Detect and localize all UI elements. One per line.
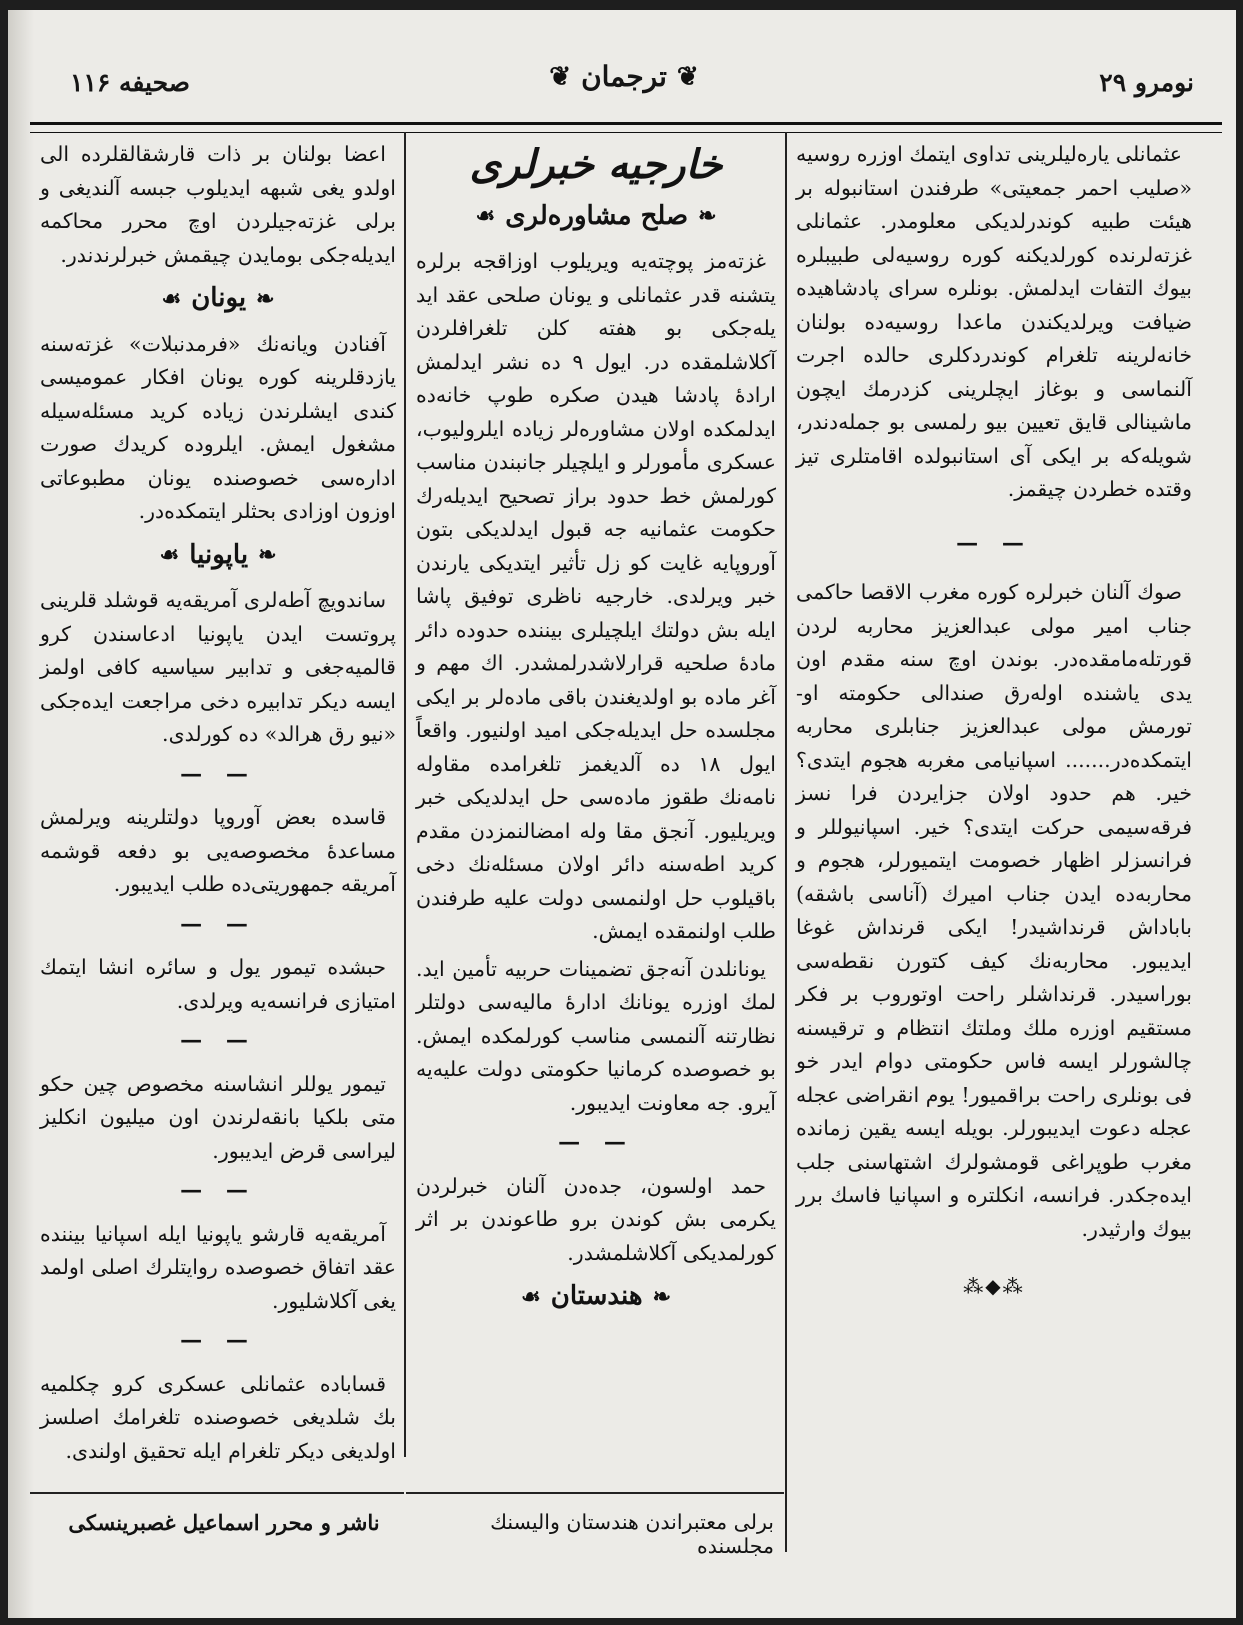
ornament-icon: ❧ xyxy=(256,285,275,312)
separator: — — xyxy=(558,1129,634,1155)
column-divider-right xyxy=(785,132,787,1552)
section-title-peace-talks: ❧ صلح مشاوره‌لری ☙ xyxy=(475,200,717,231)
separator: — — xyxy=(180,1327,256,1353)
column-divider-left xyxy=(404,132,406,1457)
article-greece: آفنادن ویانه‌نك «فرمدنبلات» غزته‌سنه یازدقلرینه کوره یونان افکار عمومیسی کندی ایشلرندن زیاده کرید مسئله‌سیله مشغول ایمش. ایلروده کریدك صورت اداره‌سی خصوصنده یونان مطبوعاتی اوزون اوزادی بحثلر ایتمکده‌در. xyxy=(40,331,396,523)
ornament-icon: ☙ xyxy=(161,285,182,312)
article-thessaly-troops: قساباده عثمانلی عسکری کرو چکلمیه بك شلدیغی خصوصنده تلغرامك اصلسز اولدیغی دیکر تلغرام ایله تحقیق اولندی. xyxy=(40,1371,396,1463)
separator: — — xyxy=(180,760,256,787)
ornament-icon: ☙ xyxy=(520,1283,541,1310)
article-jeddah-plague: حمد اولسون، جده‌دن آلنان خبرلردن یکرمی بش کوندن برو طاعوندن بر اثر کورلمدیکی آکلاشلمشدر. xyxy=(416,1173,776,1265)
separator: — — xyxy=(180,910,256,937)
section-main-title: خارجیه خبرلری xyxy=(469,141,723,188)
page-header xyxy=(36,58,1212,118)
article-greek-finance: یونانلدن آنه‌جق تضمینات حربیه تأمین اید. لمك اوزره یونانك ادارهٔ مالیه‌سی دولتلر نظارتنه آلنمسی مناسب کورلمکده ایمش. بو خصوصده کرمانیا حکومتی دولت علیه‌یه آیرو. جه معاونت ایدیبور. xyxy=(416,956,776,1115)
article-india: برلی معتبراندن هندستان والیسنك مجلسنده xyxy=(490,1510,774,1558)
publisher-line: ناشر و محرر اسماعیل غصبرینسکی xyxy=(68,1510,380,1535)
right-ornament-icon: ❦ xyxy=(676,61,699,92)
section-title-greece: ❧ یونان ☙ xyxy=(161,283,275,313)
footer-rule-middle xyxy=(406,1492,784,1494)
article-intro: اعضا بولنان بر ذات قارشقالقلرده الی اولدو یغی شبهه ایدیلوب جبسه آلندیغی و برلی غزته‌جیلردن اوچ محرر محاکمه ایدیله‌جکی بومایدن چیقمش خبرلرندندر. xyxy=(40,142,396,267)
section-title-japan: ❧ یاپونیا ☙ xyxy=(159,539,277,570)
article-morocco: صوك آلنان خبرلره کوره مغرب الاقصا حاکمی جناب امیر مولی عبدالعزیز محاربه لردن قورتله‌مامقده‌در. بوندن اوچ سنه مقدم اون یدی یاشنده اوله‌رق صندالی حکومته او- تورمش مولی عبدالعزیز جنابلری محاربه ایتمکده‌در....... اسپانیامی مغربه هجوم ایتدی؟ خیر. هم حدود اولان جزایردن فرا نسز فرقه‌سیمی حرکت ایتدی؟ خیر. اسپانیوللر و فرانسزلر اظهار خصومت ایتمیورلر، هجوم و محاربه‌ده ایدن جناب امیرك (آناسی باشقه) باباداش قرنداشیدر! ایکی قرنداش غوغا ایدیبور. محاربه‌نك کیف کتورن نقطه‌سی بوراسیدر. قرنداشلر راحت اوتوروب بر فکر مستقیم اوزره ملك وملتك انتظام و ترقیسنه چالشورلر ایسه فاس حکومتی دوام ایدر خو فی بونلری راحت براقمیور! یوم انقراضی عجله عجله دعوت ایدیبورلر. بویله ایسه یقین زمانده مغرب طوپراغی قومشولرك اشتهاسنی جلب ایده‌جکدر. فرانسه، انکلتره و اسپانیا فاسك برر بیوك وارثیدر. xyxy=(796,580,1192,1241)
masthead xyxy=(549,60,698,93)
article-abyssinia-railway: حبشده تیمور یول و سائره انشا ایتمك امتیازی فرانسه‌یه ویرلدی. xyxy=(40,955,396,1013)
newspaper-page xyxy=(8,10,1236,1618)
ornament-icon: ❧ xyxy=(258,542,277,569)
left-column xyxy=(40,138,396,1472)
separator: — — xyxy=(180,1177,256,1203)
end-ornament-icon: ⁂◆⁂ xyxy=(963,1274,1025,1298)
article-peace-talks: غزته‌مز پوچته‌یه ویریلوب اوزاقجه برلره یتشنه قدر عثمانلی و یونان صلحی عقد اید یله‌جکی بو هفته کلن تلغرافلردن آکلاشلمقده در. ایول ۹ ده نشر ایدلمش ارادهٔ پادشا هیدن صکره طوپ خانه‌ده ایدلمکده اولان مشاوره‌لر زیاده ایلرولیوب، عسکری مأمورلر و ایلچیلر جانبندن مناسب کورلمش خط حدود براز تصحیح ایدیله‌رك حکومت عثمانیه جه قبول ایدلدیکی بتون آوروپایه غایت کو زل تأثیر ایتدیکی یارندن خبر ویرلدی. خارجیه ناظری توفیق پاشا ایله بش دولتك ایلچیلری بیننده حدوده دائر مادهٔ صلحیه قرارلاشدرلمشدر. اك مهم و آغر ماده بو اولدیغندن باقی ماده‌لر بر ایکی مجلسده حل ایدیله‌جکی امید اولنیور. واقعاً ایول ۱۸ ده آلدیغمز تلغرامده مقاوله نامه‌نك طقوز ماده‌سی حل ایدلدیکی خبر ویریلیور. آنجق مقا وله امضالنمزدن مقدم کرید اطه‌سنه دائر اولان مسئله‌نك دخی باقیلوب حل اولنمسی دولت علیه طرفندن طلب اولنمقده ایمش. xyxy=(416,249,776,943)
left-ornament-icon: ❦ xyxy=(549,61,572,92)
separator: — — xyxy=(180,1027,256,1053)
article-morocco-america: قاسده بعض آوروپا دولتلرینه ویرلمش مساعدهٔ مخصوصه‌یی بو دفعه قوشمه آمریقه جمهوریتی‌ده طلب ایدیبور. xyxy=(40,805,396,896)
article-japan-spain: آمریقه‌یه قارشو یاپونیا ایله اسپانیا بیننده عقد اتفاق خصوصده روایتلرك اصلی اولمد یغی آکلاشلیور. xyxy=(40,1221,396,1313)
header-rule xyxy=(30,122,1222,133)
issue-number-label: نومرو ۲۹ xyxy=(1099,68,1194,97)
article-japan: ساندویچ آطه‌لری آمریقه‌یه قوشلد قلرینی پروتست ایدن یاپونیا ادعاسندن کرو قالمیه‌جغی و تدابیر سیاسیه کافی اولمز ایسه دیکر تدابیره دخی مراجعت ایده‌جکی «نیو رق هرالد» ده کورلدی. xyxy=(40,588,396,746)
ornament-icon: ☙ xyxy=(159,542,180,569)
newspaper-title: ترجمان xyxy=(581,60,667,93)
separator: — — xyxy=(956,529,1032,556)
section-title-india: ❧ هندستان ☙ xyxy=(520,1281,672,1311)
middle-column xyxy=(416,138,776,1326)
ornament-icon: ❧ xyxy=(652,1283,672,1310)
page-number-label: صحیفه ۱۱۶ xyxy=(70,68,190,97)
article-china-loan: تیمور یوللر انشاسنه مخصوص چین حکو متی بلکیا بانقه‌لرندن اون میلیون انکلیز لیراسی قرض ایدیبور. xyxy=(40,1071,396,1163)
ornament-icon: ☙ xyxy=(475,203,496,230)
right-column xyxy=(796,138,1192,1304)
ornament-icon: ❧ xyxy=(698,203,717,230)
article-russian-doctors: عثمانلی یاره‌لیلرینی تداوی ایتمك اوزره روسیه «صلیب احمر جمعیتی» طرفندن استانبوله بر هیئت طبیه کوندرلدیکی معلومدر. عثمانلی غزته‌لرنده کورلدیکنه کوره روسیه‌لی طبیبلره بیوك التفات ایدلمش. بونلره سرای پادشاهیده ضیافت ویرلدیکندن ماعدا روسیه‌ده بولنان خانه‌لرینه تلغرام کوندردکلری حالده اجرت آلنماسی و بوغاز ایچلرینی کزدرمك ایچون ماشینالی قایق تعیین بیو رلمسی بو جمله‌دندر، شویله‌که بر ایکی آی استانبولده اقامتلری تیز وقتده خطردن چیقمز. xyxy=(796,142,1192,501)
footer-rule xyxy=(30,1492,404,1494)
